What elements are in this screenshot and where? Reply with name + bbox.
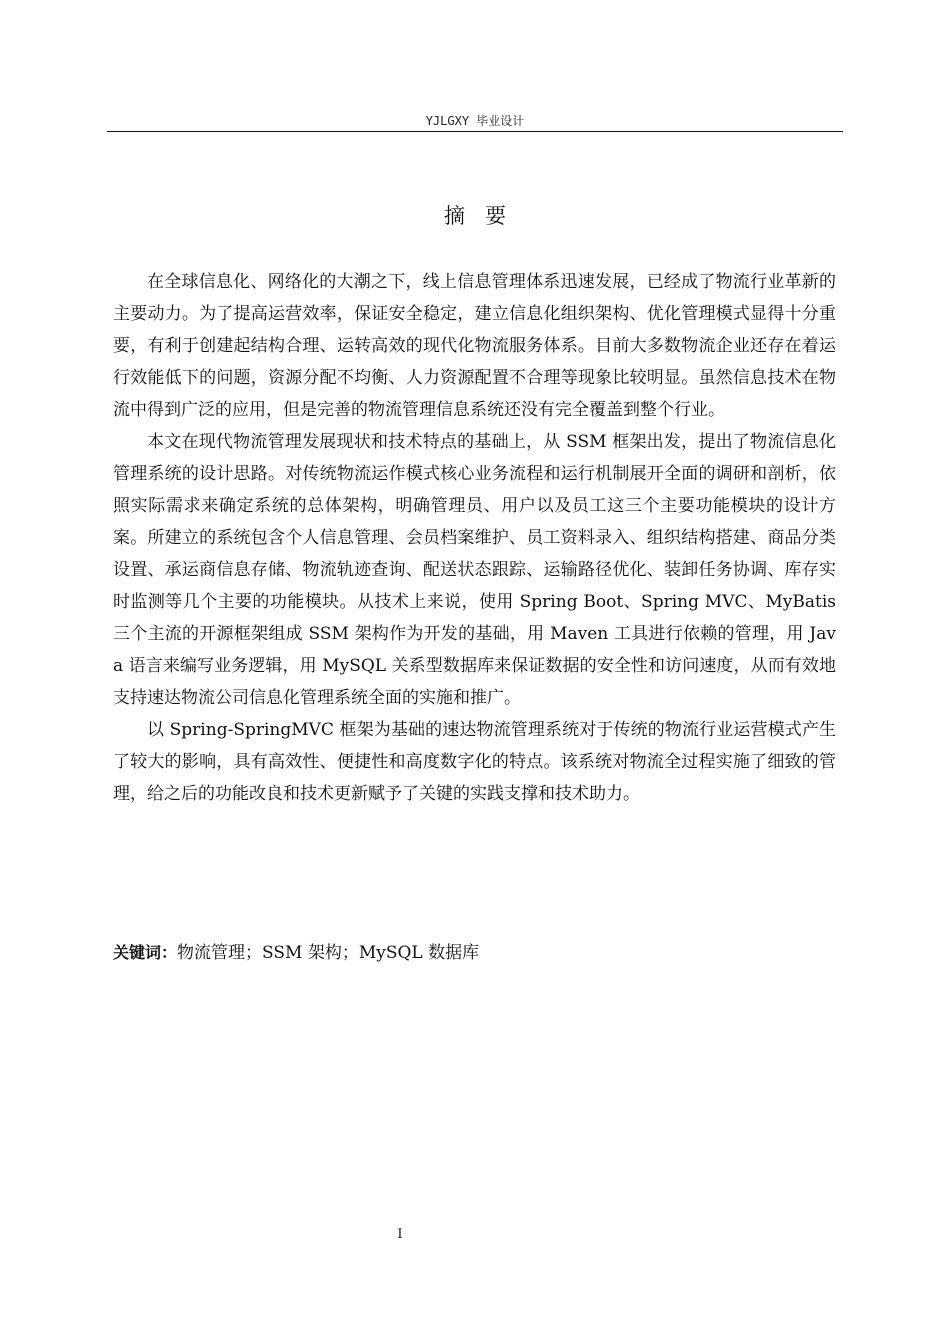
- keywords-value: 物流管理；SSM 架构；MySQL 数据库: [177, 943, 480, 963]
- page-number: I: [397, 1227, 403, 1242]
- abstract-paragraph-3: 以 Spring-SpringMVC 框架为基础的速达物流管理系统对于传统的物流行业运营模式产生了较大的影响，具有高效性、便捷性和高度数字化的特点。该系统对物流全过程实施了细致的管理，给之后的功能改良和技术更新赋予了关键的实践支撑和技术助力。: [113, 720, 836, 804]
- abstract-paragraph-2: 本文在现代物流管理发展现状和技术特点的基础上，从 SSM 框架出发，提出了物流信息化管理系统的设计思路。对传统物流运作模式核心业务流程和运行机制展开全面的调研和剖析，依照实际需求来确定系统的总体架构，明确管理员、用户以及员工这三个主要功能模块的设计方案。所建立的系统包含个人信息管理、会员档案维护、员工资料录入、组织结构搭建、商品分类设置、承运商信息存储、物流轨迹查询、配送状态跟踪、运输路径优化、装卸任务协调、库存实时监测等几个主要的功能模块。从技术上来说，使用 Spring Boot、Spring MVC、MyBatis 三个主流的开源框架组成 SSM 架构作为开发的基础，用 Maven 工具进行依赖的管理，用 Java 语言来编写业务逻辑，用 MySQL 关系型数据库来保证数据的安全性和访问速度，从而有效地支持速达物流公司信息化管理系统全面的实施和推广。: [113, 432, 836, 708]
- header-rule: [107, 131, 843, 132]
- abstract-title: 摘要: [444, 204, 526, 228]
- keywords-label: 关键词：: [113, 943, 178, 962]
- abstract-body: [113, 266, 836, 810]
- keywords-line: [113, 937, 836, 969]
- page-header: YJLGXY 毕业设计: [425, 114, 525, 128]
- abstract-paragraph-1: 在全球信息化、网络化的大潮之下，线上信息管理体系迅速发展，已经成了物流行业革新的主要动力。为了提高运营效率，保证安全稳定，建立信息化组织架构、优化管理模式显得十分重要，有利于创建起结构合理、运转高效的现代化物流服务体系。目前大多数物流企业还存在着运行效能低下的问题，资源分配不均衡、人力资源配置不合理等现象比较明显。虽然信息技术在物流中得到广泛的应用，但是完善的物流管理信息系统还没有完全覆盖到整个行业。: [113, 272, 836, 420]
